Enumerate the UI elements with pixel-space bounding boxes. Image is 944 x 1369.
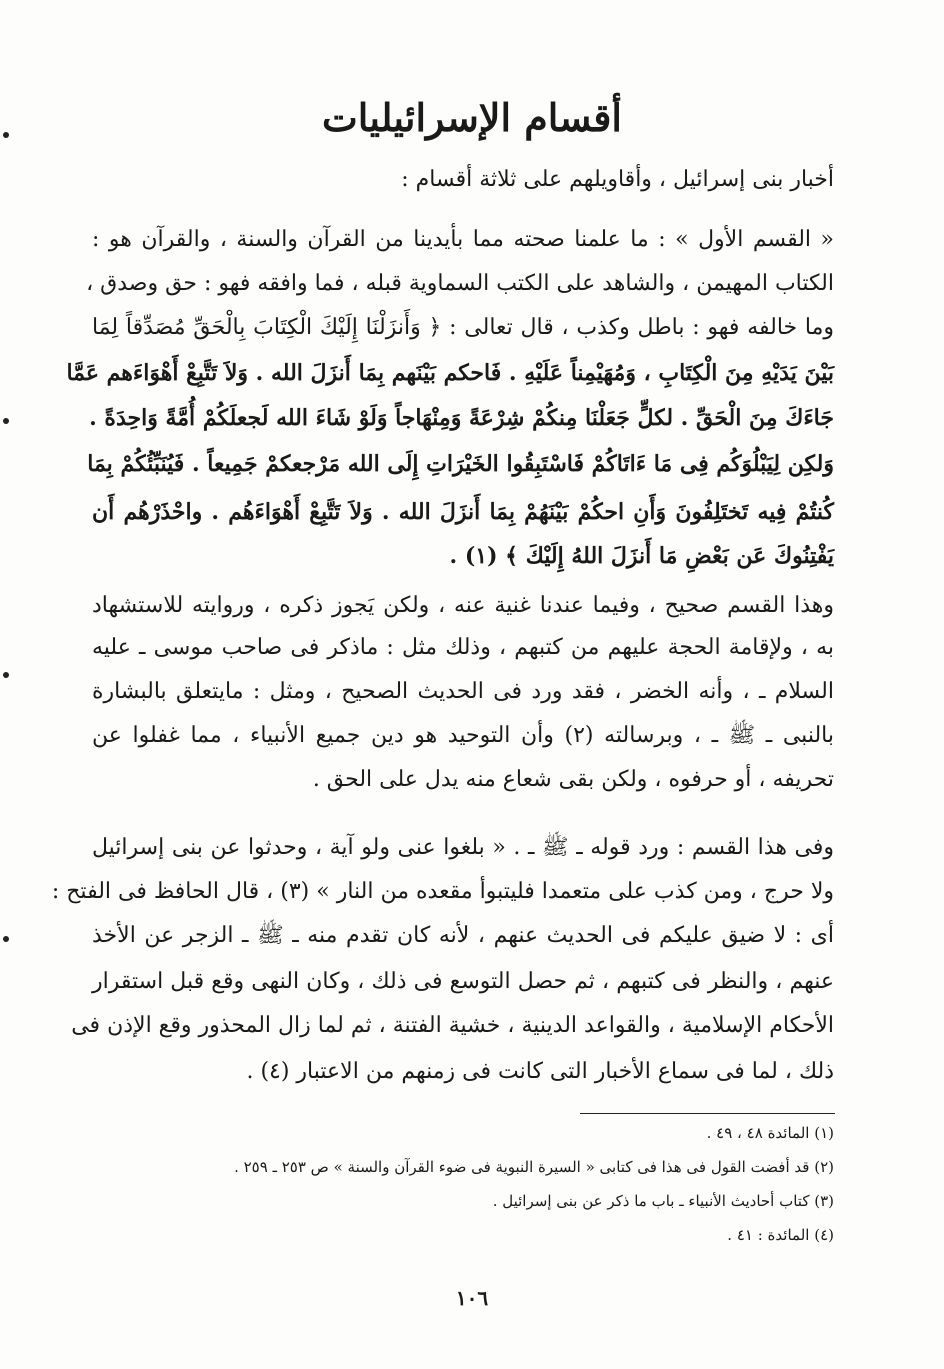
text-line: « القسم الأول » : ما علمنا صحته مما بأيدينا من القرآن والسنة ، والقرآن هو : — [92, 227, 834, 252]
text-line: وفى هذا القسم : ورد قوله ـ ﷺ ـ . « بلغوا عنى ولو آية ، وحدثوا عن بنى إسرائيل — [92, 835, 834, 860]
text-line: ذلك ، لما فى سماع الأخبار التى كانت فى زمنهم من الاعتبار (٤) . — [246, 1059, 834, 1084]
text-line: وهذا القسم صحيح ، وفيما عندنا غنية عنه ، ولكن يَجوز ذكره ، وروايته للاستشهاد — [92, 593, 834, 618]
text-line: بالنبى ـ ﷺ ـ ، وبرسالته (٢) وأن التوحيد هو دين جميع الأنبياء ، مما غفلوا عن — [92, 723, 834, 748]
text-line: وما خالفه فهو : باطل وكذب ، قال تعالى : ﴿ وَأَنزَلْنَا إِلَيْكَ الْكِتَابَ بِالْحَقِّ مُصَدِّقاً لِمَا — [92, 315, 834, 340]
text-line: يَفْتِنُوكَ عَن بَعْضِ مَا أَنزَلَ اللهُ إِلَيْكَ ﴾ (١) . — [449, 543, 834, 569]
text-line: وَلكِن لِيَبْلُوَكُم فِى مَا ءَاتَاكُمْ فَاسْتَبِقُوا الخَيْرَاتِ إِلَى الله مَرْجعكمْ جَمِيعاً . فَيُنَبِّئُكُمْ بِمَا — [87, 451, 834, 477]
text-line: أخبار بنى إسرائيل ، وأقاويلهم على ثلاثة أقسام : — [401, 167, 834, 192]
text-line: السلام ـ ، وأنه الخضر ، فقد ورد فى الحديث الصحيح ، ومثل : مايتعلق بالبشارة — [92, 679, 834, 704]
footnote: (٣) كتاب أحاديث الأنبياء ـ باب ما ذكر عن بنى إسرائيل . — [492, 1192, 834, 1210]
text-line: كُنتُمْ فِيه تَختَلِفُونَ وَأَنِ احكُمْ بَيْنَهُمْ بِمَا أَنزَلَ الله . وَلاَ تَتَّبِعْ أَهْوَاءَهُم . واحْذَرْهُم أَن — [92, 499, 834, 525]
text-line: أى : لا ضيق عليكم فى الحديث عنهم ، لأنه كان تقدم منه ـ ﷺ ـ الزجر عن الأخذ — [92, 923, 834, 948]
text-line: به ، ولإقامة الحجة عليهم من كتبهم ، وذلك مثل : ماذكر فى صاحب موسى ـ عليه — [92, 635, 834, 660]
margin-dot — [3, 936, 9, 942]
footnote: (٤) المائدة : ٤١ . — [727, 1226, 834, 1244]
margin-dot — [3, 418, 9, 424]
footnote-divider — [580, 1113, 835, 1114]
margin-dot — [3, 672, 9, 678]
text-line: الكتاب المهيمن ، والشاهد على الكتب السماوية قبله ، فما وافقه فهو : حق وصدق ، — [86, 271, 834, 296]
text-line: بَيْنَ يَدَيْهِ مِنَ الْكِتَابِ ، وَمُهَيْمِناً عَلَيْهِ . فَاحكم بَيْنَهم بِمَا أَنزَلَ الله . وَلاَ تَتَّبِعْ أَهْوَاءَهم عَمَّا — [66, 360, 834, 386]
text-line: الأحكام الإسلامية ، والقواعد الدينية ، خشية الفتنة ، ثم لما زال المحذور وقع الإذن فى — [71, 1013, 834, 1038]
footnote: (٢) قد أفضت القول فى هذا فى كتابى « السيرة النبوية فى ضوء القرآن والسنة » ص ٢٥٣ ـ ٢٥٩ . — [234, 1158, 834, 1176]
footnote: (١) المائدة ٤٨ ، ٤٩ . — [706, 1124, 834, 1142]
margin-dot — [3, 132, 9, 138]
text-line: ولا حرج ، ومن كذب على متعمدا فليتبوأ مقعده من النار » (٣) ، قال الحافظ فى الفتح : — [51, 879, 834, 904]
text-line: عنهم ، والنظر فى كتبهم ، ثم حصل التوسع فى ذلك ، وكان النهى وقع قبل استقرار — [92, 969, 834, 994]
text-line: جَاءَكَ مِنَ الْحَقِّ . لكلٍّ جَعَلْنَا مِنكُمْ شِرْعَةً وَمِنْهَاجاً وَلَوْ شَاءَ الله لَجعلَكُمْ أُمَّةً وَاحِدَةً . — [89, 405, 834, 431]
text-line: تحريفه ، أو حرفوه ، ولكن بقى شعاع منه يدل على الحق . — [312, 767, 834, 792]
page-title: أقسام الإسرائيليات — [322, 95, 622, 140]
page-number: ١٠٦ — [455, 1286, 489, 1310]
